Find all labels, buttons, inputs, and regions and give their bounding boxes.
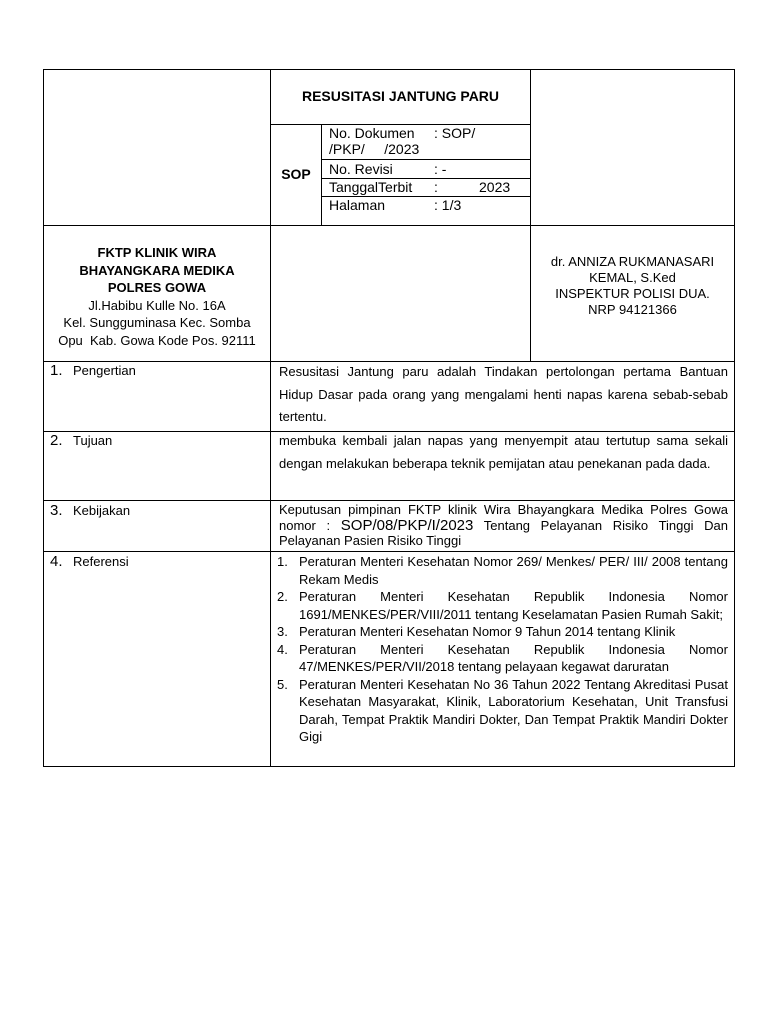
section-number: 1.	[50, 362, 63, 379]
row-line-3	[43, 500, 735, 501]
meta-sep-tanggal-terbit: :	[434, 179, 438, 195]
section-label: Referensi	[73, 554, 129, 569]
policy-sop-number: SOP/08/PKP/I/2023	[340, 516, 474, 534]
clinic-info	[44, 244, 270, 349]
signatory-info	[531, 254, 734, 318]
meta-value-no-dokumen: /PKP/ /2023	[329, 141, 420, 157]
reference-item	[271, 553, 728, 588]
reference-item	[271, 676, 728, 746]
clinic-name-line1: FKTP KLINIK WIRA	[97, 245, 217, 260]
table-border-top	[43, 69, 735, 70]
section-text: Resusitasi Jantung paru adalah Tindakan pertolongan pertama Bantuan Hidup Dasar pada orang yang mengalami henti napas karena sebab-sebab tertentu.	[279, 364, 728, 424]
meta-label-no-dokumen: No. Dokumen	[329, 125, 415, 141]
meta-label-halaman: Halaman	[329, 197, 386, 213]
section-number: 2.	[50, 432, 63, 449]
signatory-name-line2: KEMAL, S.Ked	[589, 270, 676, 285]
reference-text: Peraturan Menteri Kesehatan Republik Indonesia Nomor 1691/MENKES/PER/VIII/2011 tentang Keselamatan Pasien Rumah Sakit;	[299, 589, 728, 622]
document-title: RESUSITASI JANTUNG PARU	[301, 88, 500, 104]
section-number: 4.	[50, 553, 63, 570]
reference-number: 1.	[277, 554, 288, 569]
header-bottom-line	[43, 225, 735, 226]
reference-number: 3.	[277, 624, 288, 639]
table-border-bottom	[43, 766, 735, 767]
reference-list	[271, 553, 728, 746]
signatory-rank: INSPEKTUR POLISI DUA.	[555, 286, 710, 301]
clinic-name-line3: POLRES GOWA	[107, 280, 207, 295]
reference-number: 5.	[277, 676, 288, 692]
reference-number: 2.	[277, 589, 288, 604]
row-line-4	[43, 551, 735, 552]
reference-text: Peraturan Menteri Kesehatan No 36 Tahun 2022 Tentang Akreditasi Pusat Kesehatan Masyarakat, Klinik, Laboratorium Kesehatan, Unit Transfusi Darah, Tempat Praktik Mandiri Dokter, Dan Tempat Praktik Mandiri Dokter Gigi	[299, 676, 728, 744]
table-border-right	[734, 69, 735, 767]
reference-item	[271, 588, 728, 623]
reference-item	[271, 623, 728, 641]
meta-sep-no-revisi: : -	[434, 161, 447, 177]
section-label: Tujuan	[73, 433, 113, 448]
reference-text: Peraturan Menteri Kesehatan Nomor 269/ Menkes/ PER/ III/ 2008 tentang Rekam Medis	[299, 554, 728, 587]
section-number: 3.	[50, 502, 63, 519]
sop-label: SOP	[281, 166, 311, 182]
reference-number: 4.	[277, 641, 288, 657]
section-label: Kebijakan	[73, 503, 131, 518]
signatory-nrp: NRP 94121366	[588, 302, 677, 317]
signatory-name-line1: dr. ANNIZA RUKMANASARI	[550, 254, 715, 269]
section-text	[279, 502, 728, 549]
clinic-name-line2: BHAYANGKARA MEDIKA	[79, 262, 235, 278]
meta-value-tanggal-terbit: 2023	[479, 179, 511, 195]
meta-sep-no-dokumen: : SOP/	[434, 125, 476, 141]
meta-sep-halaman: : 1/3	[434, 197, 462, 213]
table-border-left	[43, 69, 44, 767]
clinic-address-line2: Kel. Sungguminasa Kec. Somba	[63, 315, 251, 330]
meta-label-tanggal-terbit: TanggalTerbit	[329, 179, 413, 195]
reference-text: Peraturan Menteri Kesehatan Republik Indonesia Nomor 47/MENKES/PER/VII/2018 tentang pelayaan kegawat daruratan	[299, 641, 728, 674]
clinic-address-line3: Opu Kab. Gowa Kode Pos. 92111	[58, 332, 256, 348]
reference-text: Peraturan Menteri Kesehatan Nomor 9 Tahun 2014 tentang Klinik	[299, 624, 676, 639]
meta-label-no-revisi: No. Revisi	[329, 161, 393, 177]
policy-text-before: Keputusan pimpinan FKTP klinik Wira Bhayangkara Medika Polres Gowa nomor :	[279, 502, 728, 533]
clinic-address-line1: Jl.Habibu Kulle No. 16A	[88, 297, 226, 313]
sop-meta-divider	[321, 124, 322, 225]
meta-line-1	[321, 159, 531, 160]
section-label: Pengertian	[73, 363, 136, 378]
policy-text-after: Tentang Pelayanan Risiko Tinggi Dan Pelayanan Pasien Risiko Tinggi	[279, 517, 728, 548]
section-text: membuka kembali jalan napas yang menyempit atau tertutup sama sekali dengan melakukan beberapa teknik pemijatan atau penekanan pada dada.	[279, 433, 728, 471]
reference-item	[271, 641, 728, 676]
